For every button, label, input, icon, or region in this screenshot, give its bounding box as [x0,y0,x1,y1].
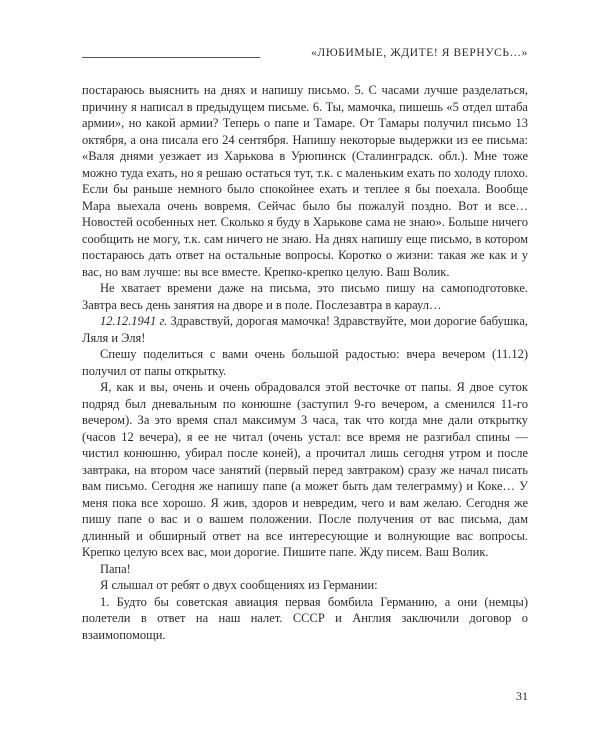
greeting-text: Здравствуй, дорогая мамочка! Здравствуйте, мои дорогие бабушка, Ляля и Эля! [82,314,528,345]
paragraph-papa-address: Папа! [100,561,131,576]
paragraph-report-one: 1. Будто бы советская авиация первая бомбила Германию, а они (немцы) полетели в ответ на наш налет. СССР и Англия заключили договор о взаимопомощи. [82,594,528,642]
running-title: «ЛЮБИМЫЕ, ЖДИТЕ! Я ВЕРНУСЬ…» [311,47,528,59]
page-number: 31 [516,689,528,703]
paragraph-news: Спешу поделиться с вами очень большой радостью: вчера вечером (11.12) получил от папы открытку. [82,347,528,378]
page-header [82,45,528,65]
paragraph-dated-greeting [82,313,528,346]
letter-date: 12.12.1941 г. [100,314,168,328]
header-rule [82,57,260,58]
paragraph-no-time: Не хватает времени даже на письма, это письмо пишу на самоподготовке. Завтра весь день занятия на дворе и в поле. Послезавтра в караул… [82,281,528,312]
paragraph-continued-letter: постараюсь выяснить на днях и напишу письмо. 5. С часами лучше разделаться, причину я написал в предыдущем письме. 6. Ты, мамочка, пишешь «5 отдел штаба армии», но какой армии? Теперь о папе и Тамаре. От Тамары получил письмо 13 октября, а она писала его 24 сентября. Напишу некоторые выдержки из ее письма: «Валя днями уезжает из Харькова в Урюпинск (Сталинградск. обл.). Мне тоже можно туда ехать, но я решаю остаться тут, т.к. с маленьким ехать по холоду плохо. Если бы раньше немного было спокойнее ехать и теплее я бы поехала. Вообще Мара выехала очень вовремя. Сейчас было бы пожалуй поздно. Вот и все… Новостей особенных нет. Сколько я буду в Харькове сама не знаю». Больше ничего сообщить не могу, т.к. сам ничего не знаю. На днях напишу еще письмо, в котором постараюсь дать ответ на остальные вопросы. Коротко о жизни: такая же как и у вас, но вам лучше: вы все вместе. Крепко-крепко целую. Ваш Волик. [82,83,528,279]
paragraph-germany-reports: Я слышал от ребят о двух сообщениях из Германии: [100,578,378,592]
paragraph-postcard: Я, как и вы, очень и очень обрадовался этой весточке от папы. Я двое суток подряд был дневальным по конюшне (заступил 9-го вечером, а сменился 11-го вечером). За это время спал максимум 3 часа, так что когда мне дали открытку (часов 12 вечера), я ее не читал (очень устал: все время не разгибал спины — чистил конюшню, убирал после коней), а прочитал лишь сегодня утром и после завтрака, на втором часе занятий (первый перед завтраком) сразу же начал писать вам письмо. Сегодня же напишу папе (а может быть дам телеграмму) и Коке… У меня пока все хорошо. Я жив, здоров и невредим, чего и вам желаю. Сегодня же пишу папе о вас и о вашем положении. После получения от вас письма, дам длинный и обширный ответ на все интересующие и волнующие вас вопросы. Крепко целую всех вас, мои дорогие. Пишите папе. Жду писем. Ваш Волик. [82,380,528,559]
body-text [82,82,528,643]
